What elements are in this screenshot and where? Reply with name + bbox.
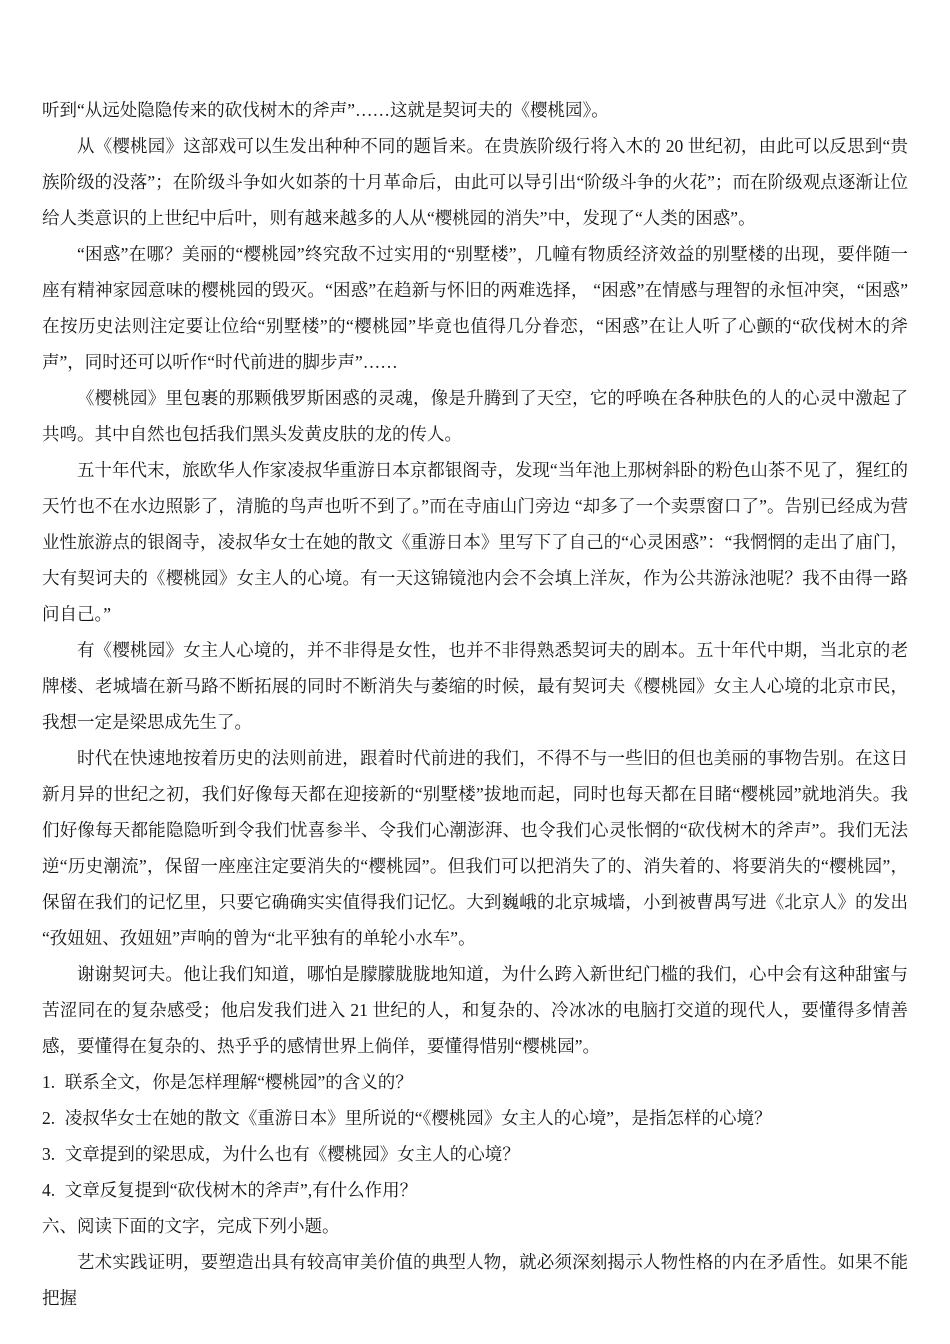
- question-list: [42, 1064, 908, 1208]
- passage-paragraph: 《樱桃园》里包裹的那颗俄罗斯困惑的灵魂，像是升腾到了天空，它的呼唤在各种肤色的人的心灵中激起了共鸣。其中自然也包括我们黑头发黄皮肤的龙的传人。: [42, 388, 908, 444]
- passage-paragraph: 听到“从远处隐隐传来的砍伐树木的斧声”……这就是契诃夫的《樱桃园》。: [42, 100, 609, 120]
- question-number: 3.: [42, 1144, 56, 1164]
- question-number: 1.: [42, 1072, 56, 1092]
- passage-paragraph: 时代在快速地按着历史的法则前进，跟着时代前进的我们，不得不与一些旧的但也美丽的事物告别。在这日新月异的世纪之初，我们好像每天都在迎接新的“别墅楼”拔地而起，同时也每天都在目睹“樱桃园”就地消失。我们好像每天都能隐隐听到令我们忧喜参半、令我们心潮澎湃、也令我们心灵怅惘的“砍伐树木的斧声”。我们无法逆“历史潮流”，保留一座座注定要消失的“樱桃园”。但我们可以把消失了的、消失着的、将要消失的“樱桃园”，保留在我们的记忆里，只要它确确实实值得我们记忆。大到巍峨的北京城墙，小到被曹禺写进《北京人》的发出“孜妞妞、孜妞妞”声响的曾为“北平独有的单轮小水车”。: [42, 748, 908, 948]
- question-number: 2.: [42, 1108, 56, 1128]
- question-text: 文章提到的梁思成，为什么也有《樱桃园》女主人的心境？: [64, 1144, 520, 1164]
- question-text: 凌叔华女士在她的散文《重游日本》里所说的“《樱桃园》女主人的心境”，是指怎样的心境？: [64, 1108, 772, 1128]
- section-six-header: 六、阅读下面的文字，完成下列小题。: [42, 1216, 340, 1236]
- passage-paragraph: “困惑”在哪？美丽的“樱桃园”终究敌不过实用的“别墅楼”，几幢有物质经济效益的别墅楼的出现，要伴随一座有精神家园意味的樱桃园的毁灭。“困惑”在趋新与怀旧的两难选择， “困惑”在情感与理智的永恒冲突，“困惑”在按历史法则注定要让位给“别墅楼”的“樱桃园”毕竟也值得几分眷恋，“困惑”在让人听了心颤的“砍伐树木的斧声”，同时还可以听作“时代前进的脚步声”……: [42, 244, 908, 372]
- question-number: 4.: [42, 1180, 56, 1200]
- passage-paragraph: 谢谢契诃夫。他让我们知道，哪怕是朦朦胧胧地知道，为什么跨入新世纪门槛的我们，心中会有这种甜蜜与苦涩同在的复杂感受；他启发我们进入 21 世纪的人，和复杂的、冷冰冰的电脑打交道的现代人，要懂得多情善感，要懂得在复杂的、热乎乎的感情世界上倘佯，要懂得惜别“樱桃园”。: [42, 964, 908, 1056]
- question-text: 文章反复提到“砍伐树木的斧声”,有什么作用？: [64, 1180, 418, 1200]
- passage-paragraph: 有《樱桃园》女主人心境的，并不非得是女性，也并不非得熟悉契诃夫的剧本。五十年代中期，当北京的老牌楼、老城墙在新马路不断拓展的同时不断消失与萎缩的时候，最有契诃夫《樱桃园》女主人心境的北京市民，我想一定是梁思成先生了。: [42, 640, 908, 732]
- question-item: [42, 1100, 908, 1136]
- question-item: [42, 1064, 908, 1100]
- question-item: [42, 1136, 908, 1172]
- passage-paragraph: 从《樱桃园》这部戏可以生发出种种不同的题旨来。在贵族阶级行将入木的 20 世纪初，由此可以反思到“贵族阶级的没落”；在阶级斗争如火如荼的十月革命后，由此可以导引出“阶级斗争的火花”；而在阶级观点逐渐让位给人类意识的上世纪中后叶，则有越来越多的人从“樱桃园的消失”中，发现了“人类的困惑”。: [42, 136, 908, 228]
- section-six-paragraph: 艺术实践证明，要塑造出具有较高审美价值的典型人物，就必须深刻揭示人物性格的内在矛盾性。如果不能把握: [42, 1252, 908, 1308]
- question-text: 联系全文，你是怎样理解“樱桃园”的含义的？: [64, 1072, 413, 1092]
- reading-passage: [42, 92, 908, 1064]
- question-item: [42, 1172, 908, 1208]
- passage-paragraph: 五十年代末，旅欧华人作家凌叔华重游日本京都银阁寺，发现“当年池上那树斜卧的粉色山茶不见了，猩红的天竹也不在水边照影了，清脆的鸟声也听不到了。”而在寺庙山门旁边 “却多了一个卖票窗口了”。告别已经成为营业性旅游点的银阁寺，凌叔华女士在她的散文《重游日本》里写下了自己的“心灵困惑”：“我惘惘的走出了庙门，大有契诃夫的《樱桃园》女主人的心境。有一天这锦镜池内会不会填上洋灰，作为公共游泳池呢？我不由得一路问自己。”: [42, 460, 908, 624]
